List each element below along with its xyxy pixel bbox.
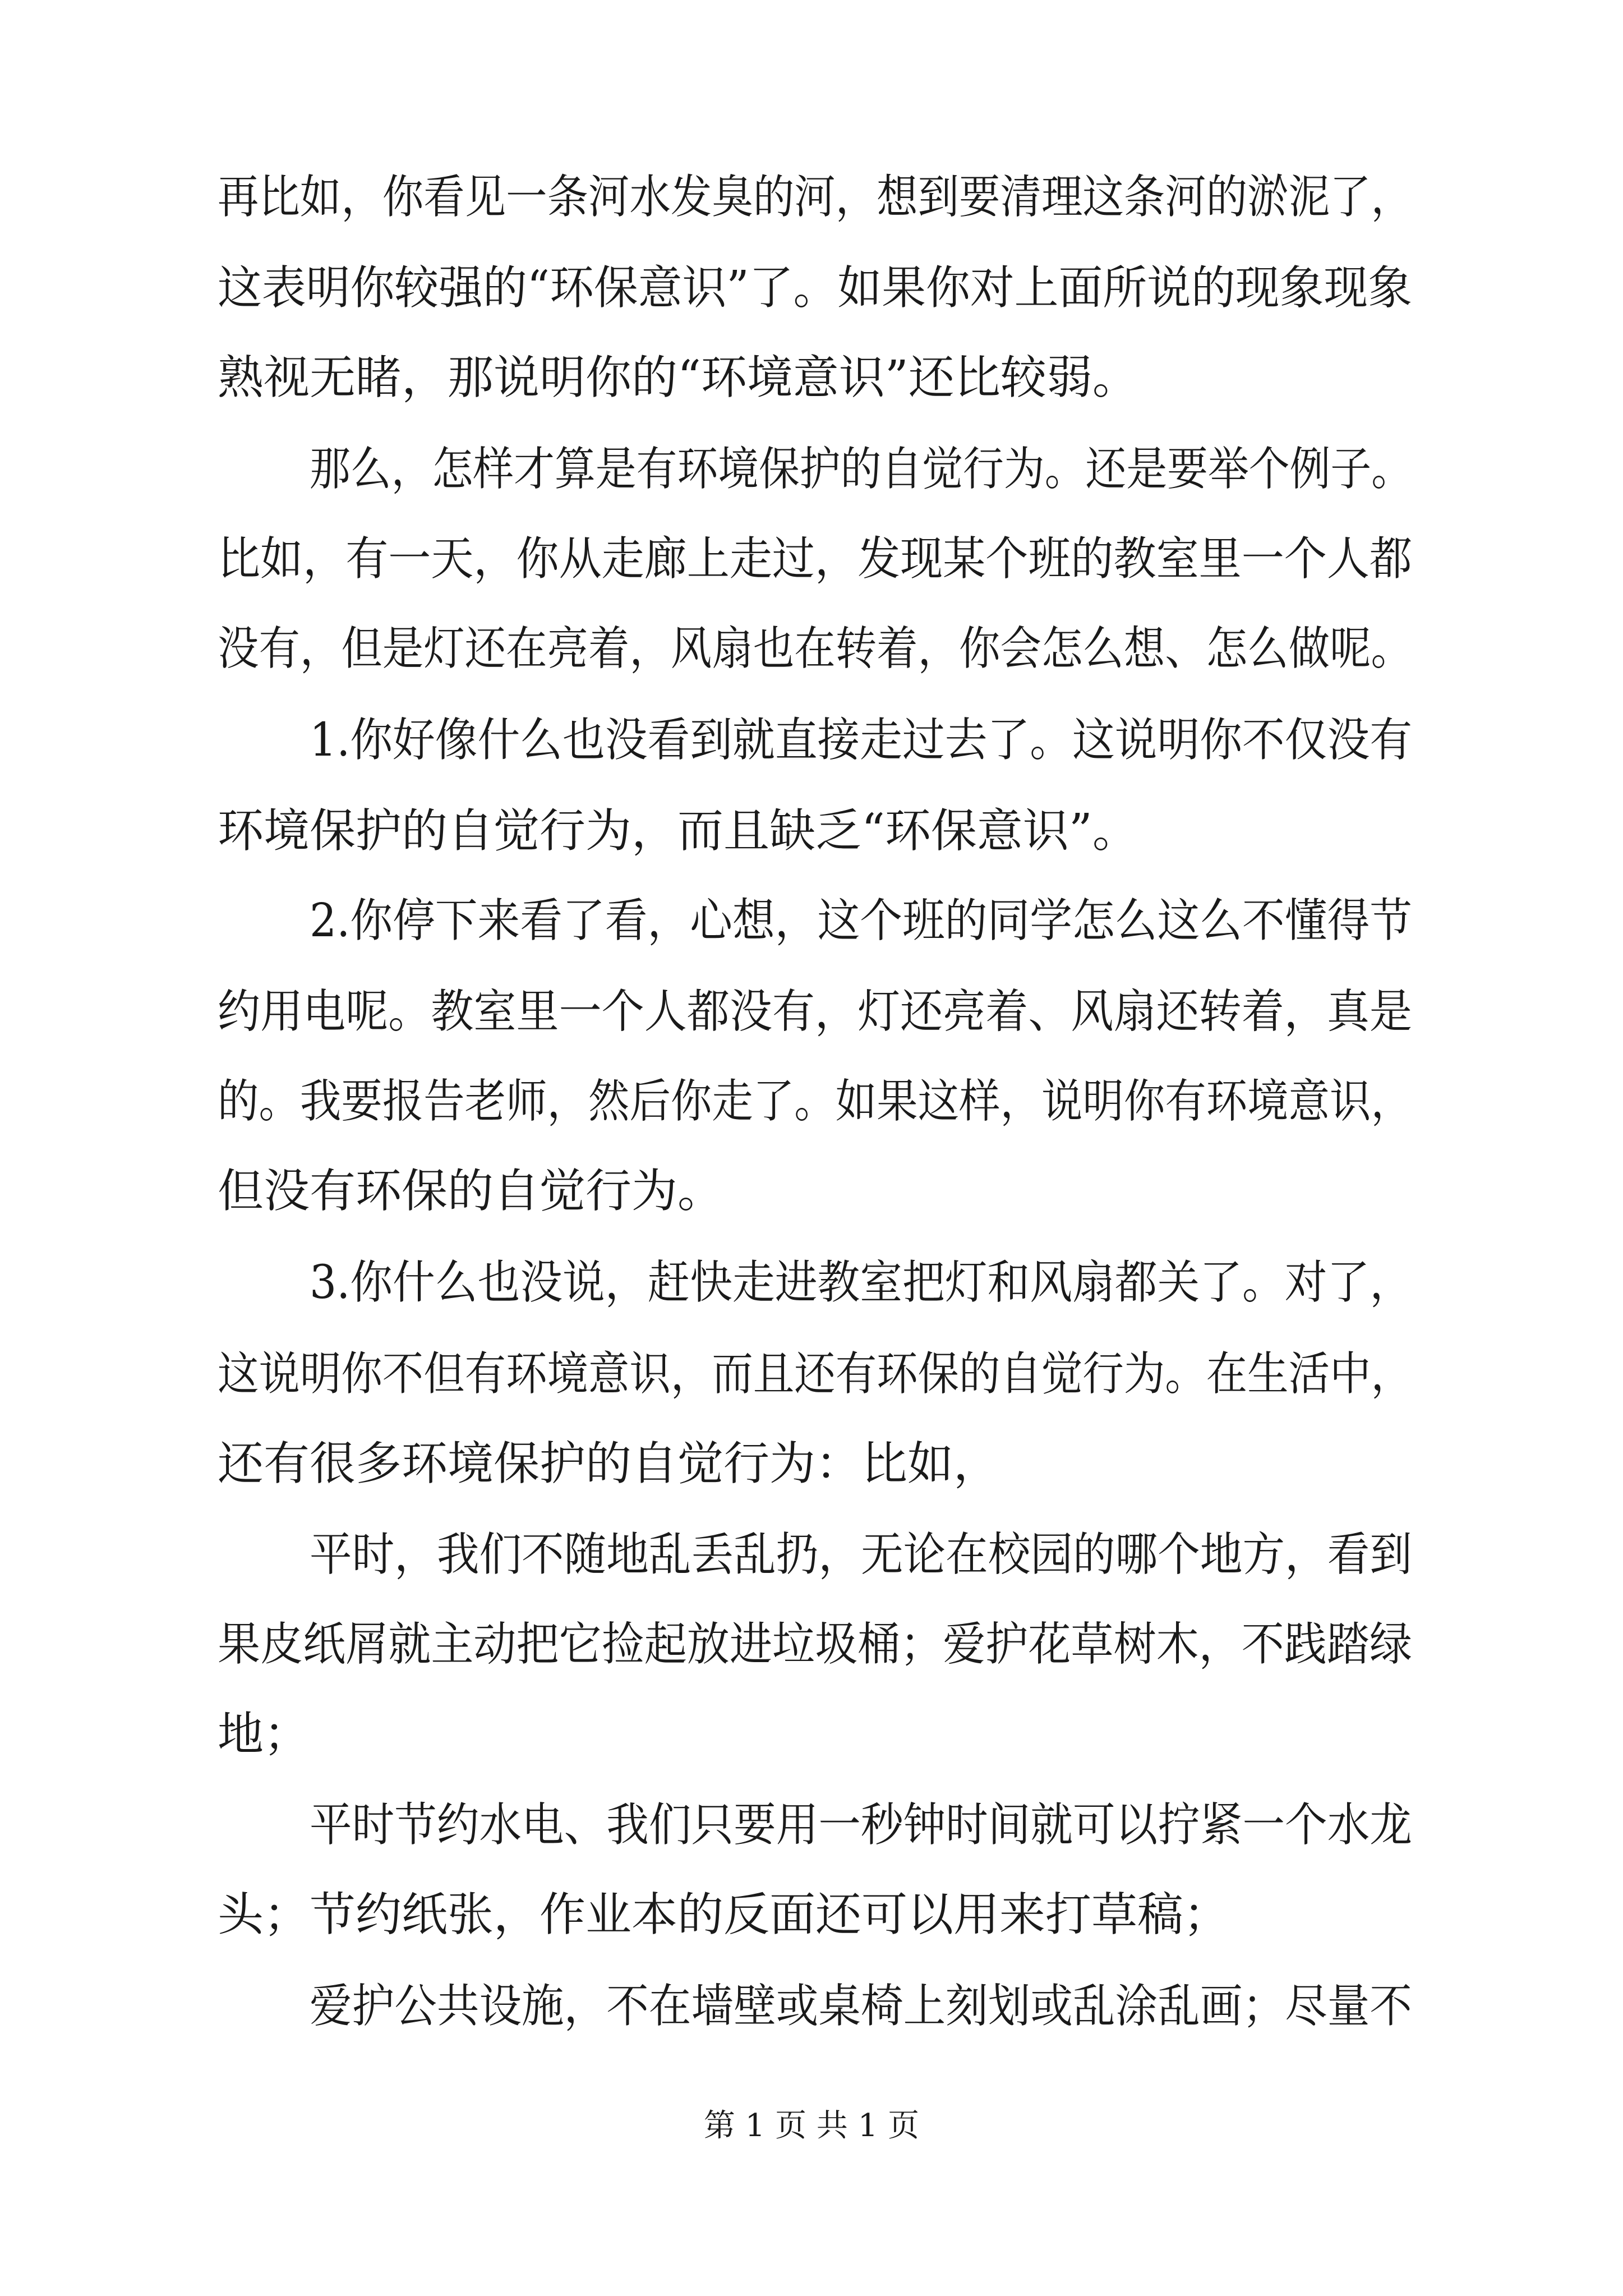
text-line: 熟视无睹，那说明你的“环境意识”还比较弱。	[218, 351, 1138, 404]
text-line: 的。我要报告老师，然后你走了。如果这样，说明你有环境意识，	[218, 1075, 1412, 1128]
text-line: 还有很多环境保护的自觉行为：比如，	[218, 1437, 1000, 1490]
text-line: 平时，我们不随地乱丢乱扔，无论在校园的哪个地方，看到	[310, 1528, 1412, 1581]
text-line: 平时节约水电、我们只要用一秒钟时间就可以拧紧一个水龙	[310, 1798, 1412, 1852]
page-footer: 第 1 页 共 1 页	[703, 2108, 920, 2144]
text-line: 约用电呢。教室里一个人都没有，灯还亮着、风扇还转着，真是	[218, 985, 1413, 1038]
text-line: 果皮纸屑就主动把它捡起放进垃圾桶；爱护花草树木，不践踏绿	[218, 1618, 1413, 1671]
text-line: 再比如，你看见一条河水发臭的河，想到要清理这条河的淤泥了，	[218, 171, 1412, 224]
text-line: 头；节约纸张，作业本的反面还可以用来打草稿；	[218, 1888, 1230, 1941]
text-line: 1.你好像什么也没看到就直接走过去了。这说明你不仅没有	[310, 714, 1413, 767]
text-line: 那么，怎样才算是有环境保护的自觉行为。还是要举个例子。	[310, 443, 1413, 496]
text-line: 没有，但是灯还在亮着，风扇也在转着，你会怎么想、怎么做呢。	[218, 622, 1412, 675]
text-line: 3.你什么也没说，赶快走进教室把灯和风扇都关了。对了，	[310, 1256, 1413, 1309]
text-line: 但没有环保的自觉行为。	[218, 1165, 724, 1218]
text-line: 这说明你不但有环境意识，而且还有环保的自觉行为。在生活中，	[218, 1347, 1412, 1401]
text-line: 地；	[218, 1708, 310, 1761]
text-line: 爱护公共设施，不在墙壁或桌椅上刻划或乱涂乱画；尽量不	[310, 1980, 1412, 2033]
text-line: 2.你停下来看了看，心想，这个班的同学怎么这么不懂得节	[310, 894, 1413, 947]
text-line: 比如，有一天，你从走廊上走过，发现某个班的教室里一个人都	[218, 532, 1413, 586]
text-line: 环境保护的自觉行为，而且缺乏“环保意识”。	[218, 804, 1138, 858]
text-line: 这表明你较强的“环保意识”了。如果你对上面所说的现象现象	[218, 261, 1413, 315]
